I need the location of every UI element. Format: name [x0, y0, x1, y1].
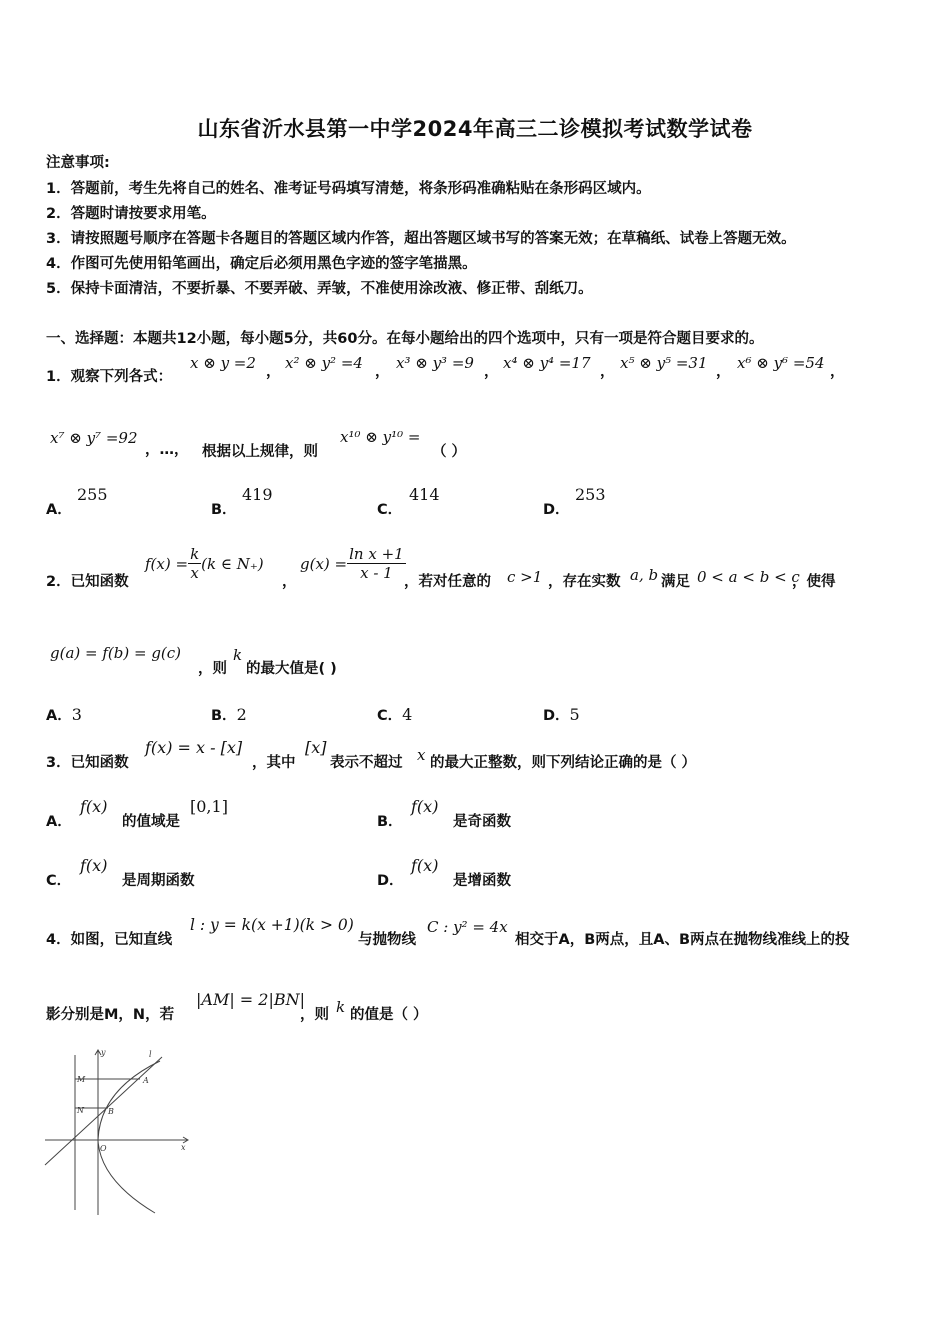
q2-text: ，使得: [792, 574, 836, 590]
q1-formula: x⁶ ⊗ y⁶ =54: [737, 354, 825, 372]
q4-figure: [40, 1045, 200, 1220]
q4-text: 与抛物线: [358, 932, 416, 948]
q4-line-equation: l : y = k(x +1)(k > 0): [190, 916, 354, 934]
q2-g-definition: g(x) = $\frac{\text{ln x +1}}{x - 1}$: [300, 545, 404, 582]
q3-option-b-label: B．: [377, 814, 403, 830]
q2-text: ，则: [198, 661, 227, 677]
q1-prefix: 1．观察下列各式：: [46, 369, 173, 385]
q1-option-b-value: 419: [242, 485, 273, 504]
q4-text: 相交于A，B两点，且A、B两点在抛物线准线上的投: [515, 932, 850, 948]
q2-k: k: [233, 646, 243, 664]
fig-label-l: l: [149, 1050, 152, 1059]
page-title: 山东省沂水县第一中学2024年高三二诊模拟考试数学试卷: [197, 117, 753, 141]
q2-f-definition: f(x) = $\frac{k}{x}$ (k ∈ N₊): [145, 545, 264, 582]
q3-option-a-text: 的值域是: [122, 814, 180, 830]
fig-label-m: M: [77, 1075, 86, 1084]
q1-text: 根据以上规律，则: [202, 444, 318, 460]
q3-option-b-text: 是奇函数: [453, 814, 511, 830]
notice-item: 5．保持卡面清洁，不要折暴、不要弄破、弄皱，不准使用涂改液、修正带、刮纸刀。: [46, 281, 593, 297]
q3-prefix: 3．已知函数: [46, 755, 129, 771]
q3-text: 的最大正整数，则下列结论正确的是（ ）: [430, 755, 697, 771]
notice-item: 2．答题时请按要求用笔。: [46, 206, 216, 222]
fig-label-a: A: [143, 1076, 149, 1085]
q4-text: 影分别是M，N，若: [46, 1007, 175, 1023]
q4-prefix: 4．如图，已知直线: [46, 932, 173, 948]
fig-label-n: N: [77, 1106, 84, 1115]
q4-text: ，则: [300, 1007, 329, 1023]
q3-option-a-fx: f(x): [80, 797, 108, 816]
q1-option-c-label: C．: [377, 502, 403, 518]
q3-floor: [x]: [305, 738, 327, 757]
q3-option-d-fx: f(x): [411, 856, 439, 875]
q3-option-c-fx: f(x): [80, 856, 108, 875]
q1-option-d-value: 253: [575, 485, 606, 504]
q2-text: 的最大值是( ): [246, 661, 337, 677]
q2-option-c: C．4: [377, 705, 413, 724]
q3-option-d-text: 是增函数: [453, 873, 511, 889]
q4-parabola-equation: C : y² = 4x: [427, 918, 508, 936]
q1-formula: x² ⊗ y² =4: [285, 354, 363, 372]
q1-dots: ，…，: [145, 442, 189, 458]
q1-option-a-value: 255: [77, 485, 108, 504]
q3-option-d-label: D．: [377, 873, 404, 889]
q4-condition: |AM| = 2|BN|: [196, 990, 306, 1009]
fig-label-y: y: [101, 1048, 106, 1057]
q1-formula: x ⊗ y =2: [190, 354, 256, 372]
q2-option-a: A．3: [46, 705, 82, 724]
q3-option-c-text: 是周期函数: [122, 873, 195, 889]
q1-option-a-label: A．: [46, 502, 72, 518]
notice-item: 3．请按照题号顺序在答题卡各题目的答题区域内作答，超出答题区域书写的答案无效；在草稿纸、试卷上答题无效。: [46, 231, 796, 247]
notice-item: 1．答题前，考生先将自己的姓名、准考证号码填写清楚，将条形码准确粘贴在条形码区域内。: [46, 181, 651, 197]
q4-k: k: [336, 998, 346, 1016]
fig-label-o: O: [100, 1144, 107, 1153]
fig-label-x: x: [181, 1143, 186, 1152]
notice-heading: 注意事项:: [46, 155, 110, 171]
q2-condition: c >1: [507, 568, 543, 586]
q2-text: ，若对任意的: [404, 574, 491, 590]
parabola-curve: [98, 1061, 160, 1213]
q2-prefix: 2．已知函数: [46, 574, 129, 590]
q3-option-c-label: C．: [46, 873, 72, 889]
q3-option-a-range: [0,1]: [190, 797, 228, 816]
q2-text: 满足: [661, 574, 690, 590]
q1-formula: x⁴ ⊗ y⁴ =17: [503, 354, 591, 372]
q1-formula: x³ ⊗ y³ =9: [396, 354, 474, 372]
q1-bracket: （ ）: [432, 444, 467, 460]
q2-option-d: D．5: [543, 705, 580, 724]
q2-option-b: B．2: [211, 705, 247, 724]
q3-option-b-fx: f(x): [411, 797, 439, 816]
q2-condition: 0 < a < b < c: [697, 568, 800, 586]
q2-equation: g(a) = f(b) = g(c): [50, 644, 182, 662]
q1-formula: x⁵ ⊗ y⁵ =31: [620, 354, 708, 372]
section-heading: 一、选择题：本题共12小题，每小题5分，共60分。在每小题给出的四个选项中，只有一项是符合题目要求的。: [46, 331, 764, 347]
q3-text: 表示不超过: [330, 755, 403, 771]
q1-option-d-label: D．: [543, 502, 570, 518]
q3-function: f(x) = x - [x]: [145, 738, 243, 757]
q2-text: ，存在实数: [548, 574, 621, 590]
q3-x: x: [417, 746, 426, 764]
q1-target: x¹⁰ ⊗ y¹⁰ =: [340, 428, 421, 446]
q1-formula: x⁷ ⊗ y⁷ =92: [50, 429, 138, 447]
q3-text: ，其中: [252, 755, 296, 771]
q1-option-c-value: 414: [409, 485, 440, 504]
notice-item: 4．作图可先使用铅笔画出，确定后必须用黑色字迹的签字笔描黑。: [46, 256, 477, 272]
fig-label-b: B: [108, 1107, 114, 1116]
q3-option-a-label: A．: [46, 814, 72, 830]
q2-ab: a, b: [630, 566, 659, 584]
q1-option-b-label: B．: [211, 502, 237, 518]
q4-text: 的值是（ ）: [350, 1007, 428, 1023]
